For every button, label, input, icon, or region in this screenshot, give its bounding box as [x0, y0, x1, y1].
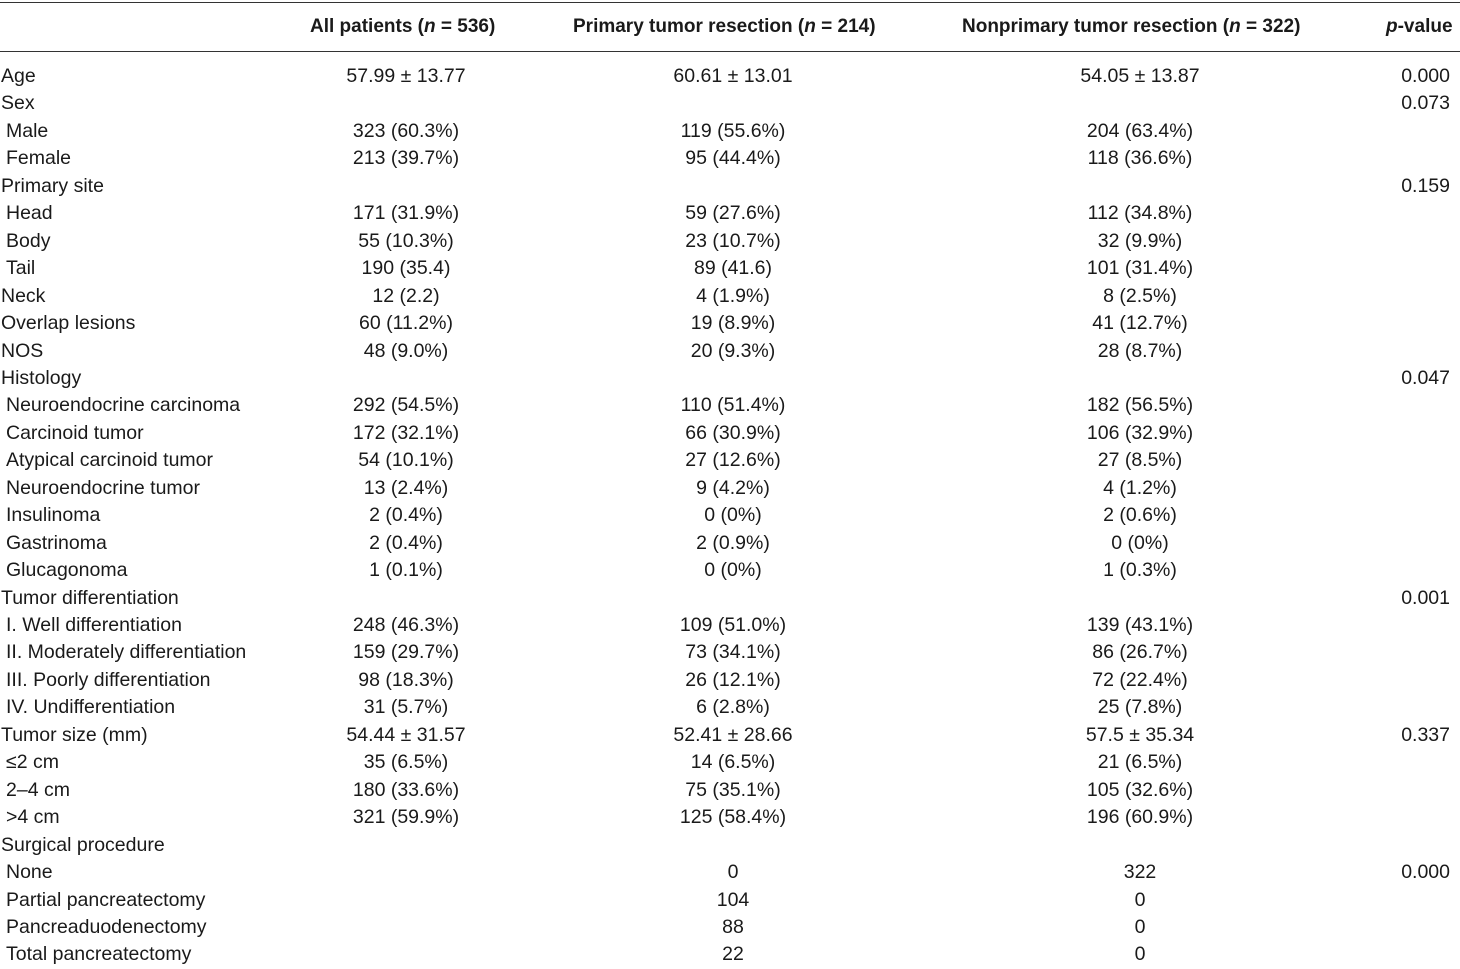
cell-p-value: 0.001	[1401, 586, 1450, 609]
cell-all-patients: 60 (11.2%)	[359, 312, 453, 335]
header-primary-resection	[573, 14, 876, 40]
row-label: Neuroendocrine carcinoma	[6, 394, 241, 417]
header-all-patients-count: = 536)	[435, 16, 496, 37]
cell-all-patients: 55 (10.3%)	[358, 229, 454, 252]
cell-primary-resection: 73 (34.1%)	[685, 641, 781, 664]
cell-primary-resection: 95 (44.4%)	[685, 147, 781, 170]
cell-all-patients: 172 (32.1%)	[352, 421, 460, 444]
cell-p-value: 0.337	[1401, 723, 1450, 746]
cell-p-value: 0.000	[1401, 65, 1450, 87]
header-all-patients-n: n	[424, 16, 436, 37]
cell-all-patients: 292 (54.5%)	[352, 394, 460, 417]
row-label: Neck	[1, 284, 46, 307]
table-row	[0, 447, 1460, 474]
table-row	[0, 941, 1460, 968]
cell-all-patients: 12 (2.2)	[372, 284, 440, 307]
cell-primary-resection: 27 (12.6%)	[685, 449, 781, 472]
cell-p-value: 0.000	[1401, 861, 1450, 884]
cell-primary-resection: 89 (41.6)	[693, 257, 773, 280]
cell-all-patients: 48 (9.0%)	[363, 339, 449, 362]
table-row	[0, 228, 1460, 255]
cell-p-value: 0.159	[1401, 174, 1450, 197]
cell-nonprimary-resection: 0	[1134, 888, 1146, 911]
cell-nonprimary-resection: 57.5 ± 35.34	[1085, 723, 1195, 746]
cell-primary-resection: 125 (58.4%)	[679, 806, 787, 829]
table-row	[0, 639, 1460, 666]
cell-all-patients: 323 (60.3%)	[352, 119, 460, 142]
table-row	[0, 338, 1460, 365]
cell-p-value: 0.047	[1401, 366, 1450, 389]
cell-all-patients: 180 (33.6%)	[352, 778, 460, 801]
cell-all-patients: 57.99 ± 13.77	[346, 65, 466, 87]
row-label: Histology	[1, 366, 82, 389]
table-row	[0, 749, 1460, 776]
cell-primary-resection: 88	[722, 915, 744, 938]
row-label: NOS	[1, 339, 44, 362]
cell-primary-resection: 109 (51.0%)	[679, 614, 787, 636]
row-label: Pancreaduodenectomy	[6, 915, 207, 938]
cell-all-patients: 1 (0.1%)	[369, 559, 443, 582]
row-label: Female	[6, 147, 72, 170]
row-label: Tumor size (mm)	[1, 723, 148, 746]
cell-primary-resection: 110 (51.4%)	[680, 394, 786, 417]
row-label: Glucagonoma	[6, 559, 128, 582]
row-label: Neuroendocrine tumor	[6, 476, 201, 499]
cell-all-patients: 159 (29.7%)	[352, 641, 460, 664]
header-primary-n: n	[804, 16, 816, 37]
cell-all-patients: 2 (0.4%)	[369, 504, 443, 527]
header-p-suffix: -value	[1397, 16, 1453, 37]
table-row	[0, 118, 1460, 145]
cell-nonprimary-resection: 322	[1123, 861, 1157, 884]
row-label: Surgical procedure	[1, 833, 165, 856]
table-row	[0, 832, 1460, 859]
cell-nonprimary-resection: 4 (1.2%)	[1103, 476, 1177, 499]
table-row	[0, 255, 1460, 282]
row-label: Total pancreatectomy	[6, 943, 192, 966]
row-label: IV. Undifferentiation	[6, 696, 176, 719]
cell-nonprimary-resection: 54.05 ± 13.87	[1080, 65, 1200, 87]
row-label: >4 cm	[6, 806, 60, 829]
cell-nonprimary-resection: 105 (32.6%)	[1086, 778, 1194, 801]
row-label: Atypical carcinoid tumor	[6, 449, 213, 472]
cell-nonprimary-resection: 8 (2.5%)	[1103, 284, 1177, 307]
cell-primary-resection: 14 (6.5%)	[690, 751, 776, 774]
cell-nonprimary-resection: 41 (12.7%)	[1092, 312, 1188, 335]
cell-all-patients: 171 (31.9%)	[352, 202, 460, 225]
table-row	[0, 392, 1460, 419]
cell-nonprimary-resection: 32 (9.9%)	[1097, 229, 1183, 252]
cell-primary-resection: 52.41 ± 28.66	[673, 723, 793, 746]
table-row	[0, 914, 1460, 941]
cell-nonprimary-resection: 25 (7.8%)	[1097, 696, 1183, 719]
table-row	[0, 887, 1460, 914]
table-row	[0, 173, 1460, 200]
table-row	[0, 722, 1460, 749]
row-label: Tumor differentiation	[1, 586, 179, 609]
cell-all-patients: 248 (46.3%)	[352, 614, 460, 636]
cell-all-patients: 35 (6.5%)	[363, 751, 449, 774]
table-row	[0, 63, 1460, 90]
cell-primary-resection: 9 (4.2%)	[696, 476, 770, 499]
row-label: Body	[6, 229, 51, 252]
cell-primary-resection: 59 (27.6%)	[685, 202, 781, 225]
cell-nonprimary-resection: 196 (60.9%)	[1086, 806, 1194, 829]
row-label: Partial pancreatectomy	[6, 888, 206, 911]
cell-all-patients: 13 (2.4%)	[363, 476, 449, 499]
row-label: Overlap lesions	[1, 312, 136, 335]
table-row	[0, 475, 1460, 502]
table-row	[0, 859, 1460, 886]
cell-nonprimary-resection: 112 (34.8%)	[1087, 202, 1193, 225]
cell-nonprimary-resection: 106 (32.9%)	[1086, 421, 1194, 444]
table-row	[0, 612, 1460, 639]
cell-nonprimary-resection: 21 (6.5%)	[1097, 751, 1183, 774]
header-primary-count: = 214)	[815, 16, 876, 37]
cell-all-patients: 54.44 ± 31.57	[346, 723, 466, 746]
table-row	[0, 777, 1460, 804]
cell-nonprimary-resection: 139 (43.1%)	[1086, 614, 1194, 636]
header-nonprimary-count: = 322)	[1240, 16, 1301, 37]
row-label: Carcinoid tumor	[6, 421, 144, 444]
cell-nonprimary-resection: 118 (36.6%)	[1087, 147, 1193, 170]
cell-nonprimary-resection: 204 (63.4%)	[1086, 119, 1194, 142]
cell-primary-resection: 0 (0%)	[704, 504, 762, 527]
row-label: III. Poorly differentiation	[6, 668, 211, 691]
row-label: Gastrinoma	[6, 531, 107, 554]
cell-primary-resection: 6 (2.8%)	[696, 696, 770, 719]
top-rule	[0, 2, 1460, 3]
row-label: 2–4 cm	[6, 778, 70, 801]
row-label: Sex	[1, 92, 35, 115]
table-row	[0, 667, 1460, 694]
header-nonprimary-n: n	[1229, 16, 1241, 37]
cell-all-patients: 213 (39.7%)	[352, 147, 460, 170]
table-row	[0, 145, 1460, 172]
table-row	[0, 90, 1460, 117]
row-label: I. Well differentiation	[6, 614, 182, 636]
cell-primary-resection: 104	[716, 888, 750, 911]
cell-p-value: 0.073	[1401, 92, 1450, 115]
cell-primary-resection: 60.61 ± 13.01	[673, 65, 793, 87]
header-all-patients	[310, 14, 495, 40]
row-label: Age	[1, 65, 36, 87]
cell-primary-resection: 4 (1.9%)	[696, 284, 770, 307]
header-nonprimary-text: Nonprimary tumor resection (	[962, 16, 1230, 37]
header-all-patients-text: All patients (	[310, 16, 425, 37]
cell-primary-resection: 19 (8.9%)	[690, 312, 776, 335]
table-row	[0, 585, 1460, 612]
header-p-letter: p	[1386, 16, 1398, 37]
table-row	[0, 310, 1460, 337]
cell-nonprimary-resection: 0	[1134, 943, 1146, 966]
cell-nonprimary-resection: 182 (56.5%)	[1086, 394, 1194, 417]
cell-primary-resection: 22	[722, 943, 744, 966]
row-label: Male	[6, 119, 49, 142]
cell-all-patients: 321 (59.9%)	[352, 806, 460, 829]
header-rule	[0, 51, 1460, 52]
table-row	[0, 557, 1460, 584]
table-row	[0, 804, 1460, 831]
cell-primary-resection: 26 (12.1%)	[685, 668, 781, 691]
cell-primary-resection: 20 (9.3%)	[690, 339, 776, 362]
cell-all-patients: 54 (10.1%)	[358, 449, 454, 472]
table-row	[0, 283, 1460, 310]
cell-nonprimary-resection: 1 (0.3%)	[1103, 559, 1177, 582]
cell-all-patients: 190 (35.4)	[361, 257, 451, 280]
cell-nonprimary-resection: 28 (8.7%)	[1097, 339, 1183, 362]
cell-all-patients: 31 (5.7%)	[363, 696, 449, 719]
cell-nonprimary-resection: 86 (26.7%)	[1092, 641, 1188, 664]
cell-nonprimary-resection: 0	[1134, 915, 1146, 938]
header-primary-text: Primary tumor resection (	[573, 16, 805, 37]
table-row	[0, 200, 1460, 227]
row-label: None	[6, 861, 53, 884]
cell-primary-resection: 66 (30.9%)	[685, 421, 781, 444]
cell-primary-resection: 23 (10.7%)	[685, 229, 781, 252]
table-row	[0, 530, 1460, 557]
cell-primary-resection: 75 (35.1%)	[685, 778, 781, 801]
header-p-value	[1386, 14, 1453, 40]
row-label: Tail	[6, 257, 36, 280]
cell-all-patients: 2 (0.4%)	[369, 531, 443, 554]
header-nonprimary-resection	[962, 14, 1300, 40]
cell-primary-resection: 0 (0%)	[704, 559, 762, 582]
cell-nonprimary-resection: 101 (31.4%)	[1086, 257, 1194, 280]
row-label: Primary site	[1, 174, 104, 197]
row-label: II. Moderately differentiation	[6, 641, 247, 664]
row-label: Insulinoma	[6, 504, 101, 527]
cell-nonprimary-resection: 27 (8.5%)	[1097, 449, 1183, 472]
cell-primary-resection: 2 (0.9%)	[696, 531, 770, 554]
cell-primary-resection: 119 (55.6%)	[680, 119, 786, 142]
table-row	[0, 420, 1460, 447]
row-label: Head	[6, 202, 53, 225]
cell-nonprimary-resection: 0 (0%)	[1111, 531, 1169, 554]
table-row	[0, 502, 1460, 529]
table-row	[0, 365, 1460, 392]
row-label: ≤2 cm	[6, 751, 59, 774]
cell-all-patients: 98 (18.3%)	[358, 668, 454, 691]
cell-nonprimary-resection: 72 (22.4%)	[1092, 668, 1188, 691]
cell-nonprimary-resection: 2 (0.6%)	[1103, 504, 1177, 527]
table-row	[0, 694, 1460, 721]
cell-primary-resection: 0	[727, 861, 739, 884]
